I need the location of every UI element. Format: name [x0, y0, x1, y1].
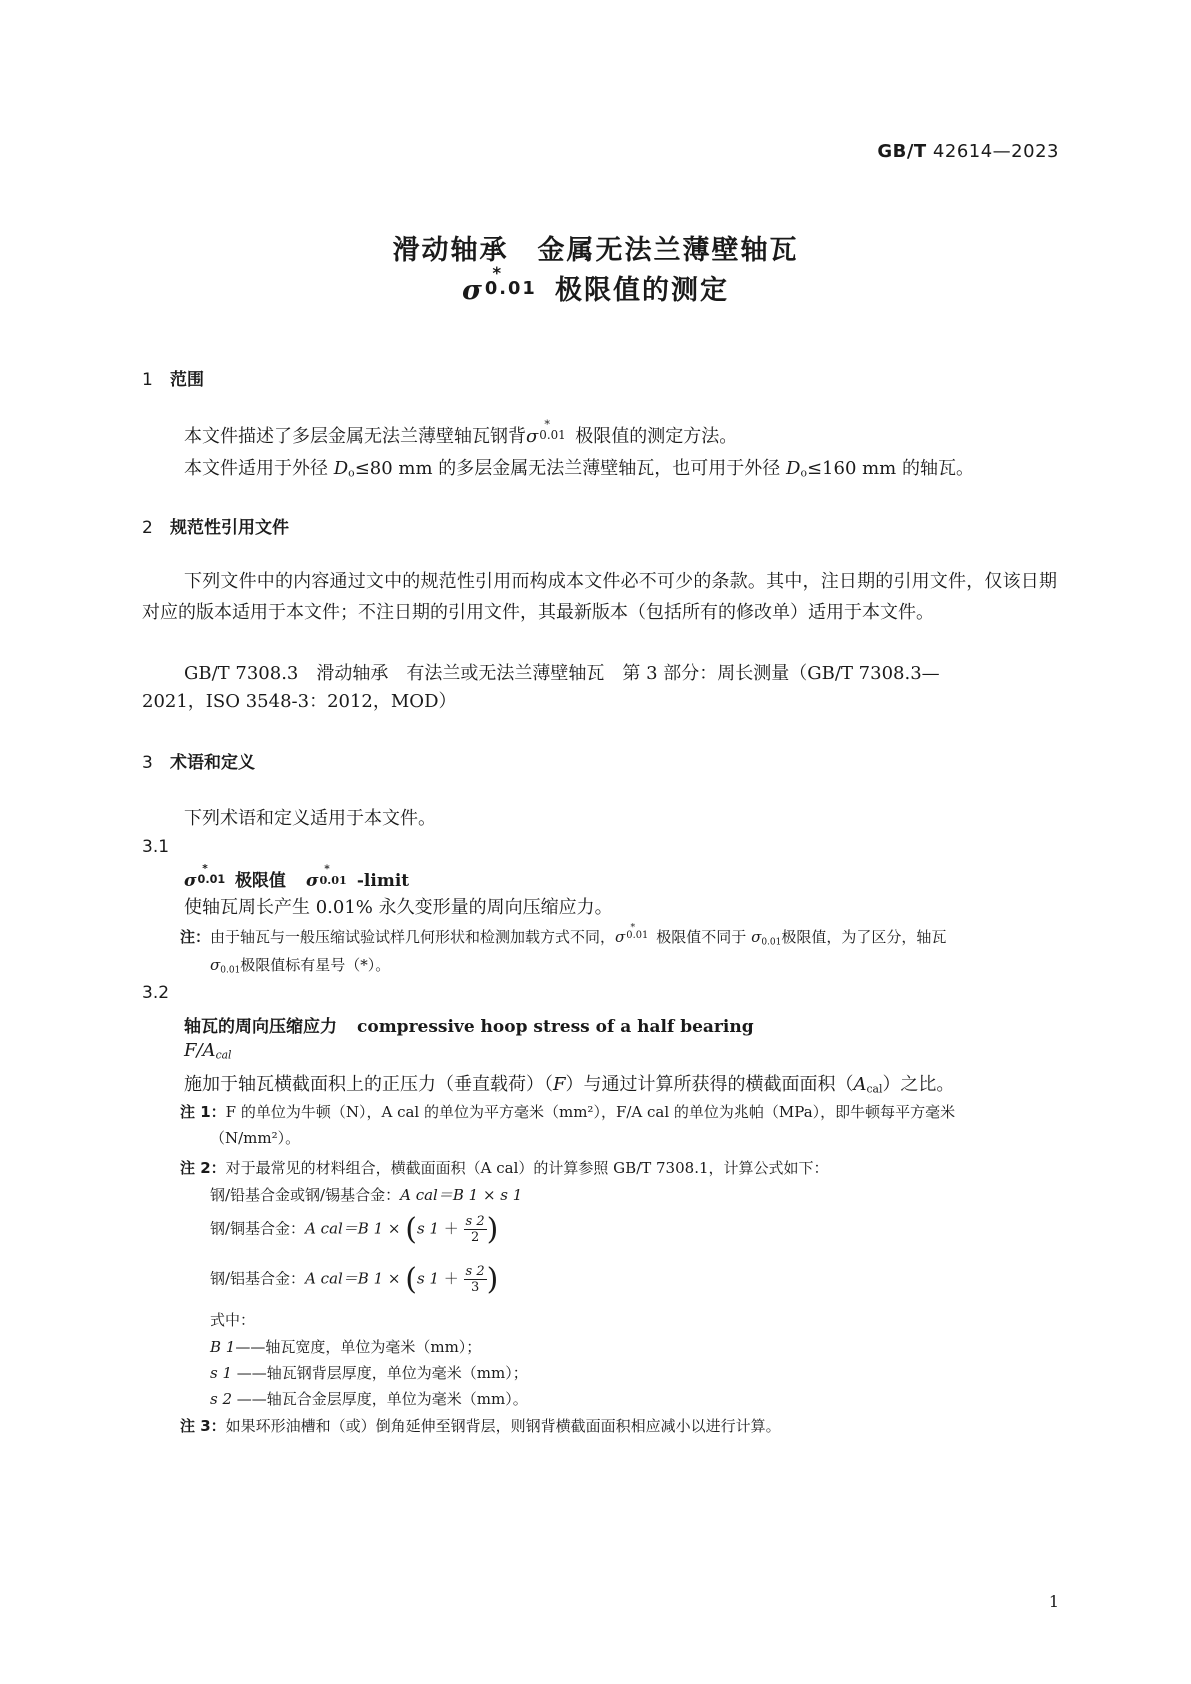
scope-paragraph-2: 本文件适用于外径 $D_o\le 80$ mm 的多层金属无法兰薄壁轴瓦，也可用于外径 $D_o\le 160$ mm 的轴瓦。	[184, 458, 974, 480]
scope-paragraph-1: 本文件描述了多层金属无法兰薄壁轴瓦钢背σ * 0.01 极限值的测定方法。	[184, 417, 738, 447]
term-3-1-note-line2: $\sigma_{0.01}$极限值标有星号（*）。	[210, 956, 391, 976]
formula-where-label: 式中：	[210, 1311, 256, 1329]
term-3-1-note-line1: 注：由于轴瓦与一般压缩试验试样几何形状和检测加载方式不同，σ * 0.01 极限值不同于 $\sigma_{0.01}$极限值，为了区分，轴瓦	[180, 921, 947, 948]
terms-intro: 下列术语和定义适用于本文件。	[184, 808, 436, 829]
term-3-2-note3: 注 3：如果环形油槽和（或）倒角延伸至钢背层，则钢背横截面面积相应减小以进行计算。	[180, 1417, 781, 1435]
formula-steel-copper: 钢/铜基合金：A cal＝B 1 × (s 1 ＋ $\frac{s 2}{2}$ )	[210, 1212, 499, 1247]
reference-gbt-7308-3-line2: 2021，ISO 3548-3：2012，MOD）	[142, 691, 457, 712]
term-3-2-note2: 注 2：对于最常见的材料组合，横截面面积（A cal）的计算参照 GB/T 7308.1，计算公式如下：	[180, 1159, 829, 1177]
term-3-2-definition: 施加于轴瓦横截面积上的正压力（垂直载荷）（F）与通过计算所获得的横截面面积$(A_{cal})$之比。	[184, 1074, 955, 1096]
document-title-line1: 滑动轴承 金属无法兰薄壁轴瓦	[392, 235, 799, 266]
normative-references-paragraph: 下列文件中的内容通过文中的规范性引用而构成本文件必不可少的条款。其中，注日期的引用文件，仅该日期对应的版本适用于本文件；不注日期的引用文件，其最新版本（包括所有的修改单）适用于本文件。	[142, 571, 1057, 623]
formula-steel-lead-tin: 钢/铅基合金或钢/锡基合金：A cal＝B 1 × s 1	[210, 1186, 523, 1204]
section-heading-scope: 1 范围	[142, 370, 204, 390]
standard-code: GB/T 42614—2023	[877, 141, 1059, 162]
term-number-3-2: 3.2	[142, 983, 170, 1003]
where-s2: s 2 ——轴瓦合金层厚度，单位为毫米（mm）。	[210, 1390, 528, 1408]
section-heading-terms: 3 术语和定义	[142, 753, 255, 773]
term-3-1-definition: 使轴瓦周长产生 0.01% 永久变形量的周向压缩应力。	[184, 897, 613, 918]
section-heading-normative-references: 2 规范性引用文件	[142, 518, 289, 538]
where-b1: B 1——轴瓦宽度，单位为毫米（mm）；	[210, 1338, 482, 1356]
document-title-line2: σ * 0.01 极限值的测定	[461, 262, 730, 306]
term-3-1-title: σ * 0.01 极限值 σ * 0.01 -limit	[184, 863, 410, 891]
term-3-2-title: 轴瓦的周向压缩应力 compressive hoop stress of a half bearing	[184, 1017, 754, 1037]
where-s1: s 1 ——轴瓦钢背层厚度，单位为毫米（mm）；	[210, 1364, 528, 1382]
reference-gbt-7308-3-line1: GB/T 7308.3 滑动轴承 有法兰或无法兰薄壁轴瓦 第 3 部分：周长测量（GB/T 7308.3—	[184, 663, 940, 684]
page-number: 1	[1048, 1592, 1059, 1611]
term-3-2-symbol: $F/A_{cal}$	[184, 1040, 232, 1062]
term-3-2-note1-line1: 注 1：F 的单位为牛顿（N），A cal 的单位为平方毫米（mm²），F/A cal 的单位为兆帕（MPa），即牛顿每平方毫米	[180, 1103, 956, 1121]
term-number-3-1: 3.1	[142, 837, 170, 857]
formula-steel-aluminium: 钢/铝基合金：A cal＝B 1 × (s 1 ＋ $\frac{s 2}{3}$ )	[210, 1262, 499, 1297]
term-3-2-note1-line2: （N/mm²）。	[210, 1129, 301, 1147]
